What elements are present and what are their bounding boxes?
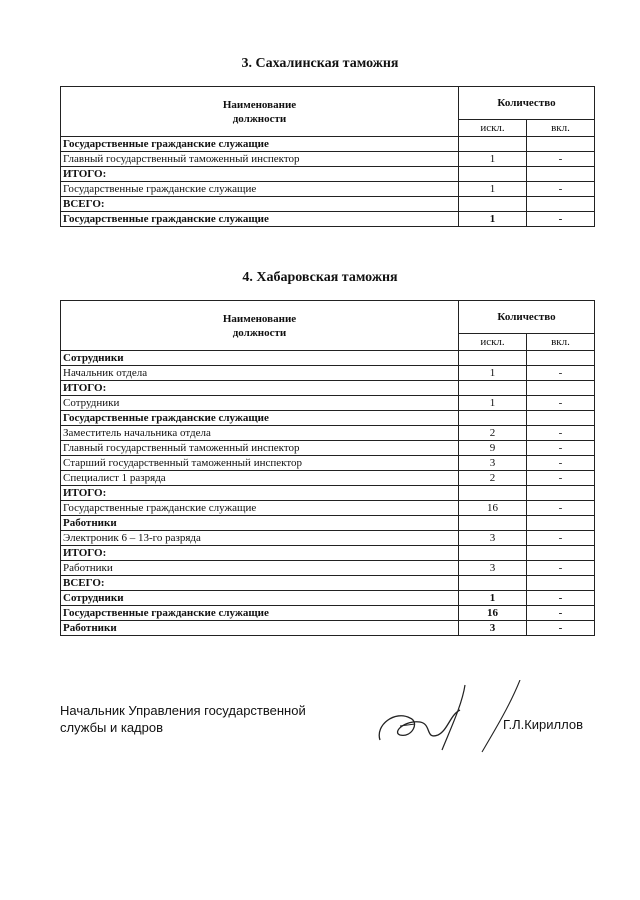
cell-name: Государственные гражданские служащие [61, 501, 459, 516]
cell-incl: - [527, 396, 595, 411]
column-header-incl: вкл. [527, 120, 595, 137]
cell-name: Старший государственный таможенный инспектор [61, 456, 459, 471]
category-row [61, 167, 595, 182]
cell-incl: - [527, 621, 595, 636]
cell-name: Сотрудники [61, 396, 459, 411]
table-row [61, 396, 595, 411]
section-title-sakhalin: 3. Сахалинская таможня [241, 56, 399, 71]
cell-name: Сотрудники [61, 591, 459, 606]
cell-excl: 2 [459, 471, 527, 486]
cell-incl: - [527, 441, 595, 456]
column-header-incl: вкл. [527, 334, 595, 351]
table-row [61, 591, 595, 606]
cell-name: ИТОГО: [61, 381, 459, 396]
cell-name: Заместитель начальника отдела [61, 426, 459, 441]
cell-excl: 1 [459, 182, 527, 197]
cell-incl: - [527, 426, 595, 441]
cell-incl [527, 486, 595, 501]
cell-name: ИТОГО: [61, 546, 459, 561]
cell-name: Сотрудники [61, 351, 459, 366]
cell-excl: 3 [459, 561, 527, 576]
category-row [61, 516, 595, 531]
section-title-khabarovsk: 4. Хабаровская таможня [242, 270, 398, 285]
cell-excl: 1 [459, 396, 527, 411]
cell-excl: 1 [459, 212, 527, 227]
table-row [61, 456, 595, 471]
column-header-quantity: Количество [459, 87, 595, 120]
table-row [61, 366, 595, 381]
cell-name: Работники [61, 621, 459, 636]
column-header-quantity: Количество [459, 301, 595, 334]
cell-incl [527, 197, 595, 212]
cell-excl: 3 [459, 621, 527, 636]
cell-excl: 2 [459, 426, 527, 441]
cell-excl: 16 [459, 501, 527, 516]
cell-incl [527, 381, 595, 396]
cell-incl: - [527, 182, 595, 197]
cell-name: Работники [61, 516, 459, 531]
cell-name: ВСЕГО: [61, 197, 459, 212]
category-row [61, 486, 595, 501]
position-line-1: Начальник Управления государственной [60, 703, 306, 718]
category-row [61, 411, 595, 426]
cell-name: Государственные гражданские служащие [61, 212, 459, 227]
cell-excl [459, 576, 527, 591]
category-row [61, 381, 595, 396]
cell-excl [459, 381, 527, 396]
table-row [61, 501, 595, 516]
cell-incl: - [527, 366, 595, 381]
table-row [61, 426, 595, 441]
cell-incl [527, 516, 595, 531]
cell-incl: - [527, 471, 595, 486]
cell-incl [527, 411, 595, 426]
cell-excl [459, 351, 527, 366]
cell-excl: 1 [459, 152, 527, 167]
cell-name: ИТОГО: [61, 167, 459, 182]
cell-name: Работники [61, 561, 459, 576]
cell-name: ИТОГО: [61, 486, 459, 501]
table-header-row [61, 301, 595, 334]
cell-excl: 3 [459, 531, 527, 546]
table-row [61, 212, 595, 227]
column-header-position: Наименование должности [61, 301, 459, 351]
cell-name: Электроник 6 – 13-го разряда [61, 531, 459, 546]
cell-incl [527, 546, 595, 561]
cell-incl [527, 576, 595, 591]
column-header-position: Наименование должности [61, 87, 459, 137]
cell-incl: - [527, 456, 595, 471]
column-header-excl: искл. [459, 334, 527, 351]
category-row [61, 351, 595, 366]
cell-excl: 1 [459, 591, 527, 606]
cell-name: Главный государственный таможенный инспектор [61, 441, 459, 456]
cell-incl [527, 167, 595, 182]
cell-name: Начальник отдела [61, 366, 459, 381]
table-row [61, 561, 595, 576]
cell-excl: 3 [459, 456, 527, 471]
column-header-excl: искл. [459, 120, 527, 137]
category-row [61, 546, 595, 561]
signatory-position [60, 702, 306, 736]
cell-incl: - [527, 561, 595, 576]
table-row [61, 471, 595, 486]
category-row [61, 576, 595, 591]
cell-incl: - [527, 212, 595, 227]
table-row [61, 531, 595, 546]
cell-name: Государственные гражданские служащие [61, 182, 459, 197]
cell-excl [459, 546, 527, 561]
cell-incl: - [527, 531, 595, 546]
cell-name: Государственные гражданские служащие [61, 411, 459, 426]
cell-incl: - [527, 152, 595, 167]
cell-incl: - [527, 501, 595, 516]
cell-incl: - [527, 606, 595, 621]
table-row [61, 621, 595, 636]
cell-incl: - [527, 591, 595, 606]
cell-name: Главный государственный таможенный инспектор [61, 152, 459, 167]
table-row [61, 152, 595, 167]
cell-excl: 9 [459, 441, 527, 456]
category-row [61, 197, 595, 212]
staff-table-sakhalin [60, 86, 595, 227]
cell-excl [459, 137, 527, 152]
table-row [61, 606, 595, 621]
position-line-2: службы и кадров [60, 720, 164, 735]
table-row [61, 182, 595, 197]
staff-table-khabarovsk [60, 300, 595, 636]
cell-excl [459, 486, 527, 501]
table-row [61, 441, 595, 456]
cell-excl [459, 516, 527, 531]
cell-name: Государственные гражданские служащие [61, 137, 459, 152]
cell-excl [459, 197, 527, 212]
cell-excl: 16 [459, 606, 527, 621]
cell-excl: 1 [459, 366, 527, 381]
signer-name: Г.Л.Кириллов [503, 717, 583, 732]
table-header-row [61, 87, 595, 120]
cell-name: ВСЕГО: [61, 576, 459, 591]
cell-excl [459, 167, 527, 182]
cell-incl [527, 351, 595, 366]
cell-incl [527, 137, 595, 152]
cell-name: Государственные гражданские служащие [61, 606, 459, 621]
cell-excl [459, 411, 527, 426]
cell-name: Специалист 1 разряда [61, 471, 459, 486]
category-row [61, 137, 595, 152]
